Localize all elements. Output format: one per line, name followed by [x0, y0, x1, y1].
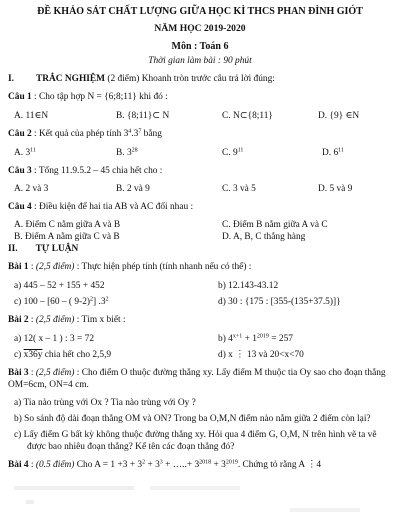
exam-title: ĐỀ KHẢO SÁT CHẤT LƯỢNG GIỮA HỌC KÌ THCS PHAN ĐÌNH GIÓT	[37, 6, 363, 17]
part1-heading: I. TRẮC NGHIỆM (2 điểm) Khoanh tròn trước câu trả lời đúng:	[8, 74, 275, 84]
q3-option-a: A. 2 và 3	[14, 184, 49, 194]
q2-option-b: B. $3^{28}$	[116, 147, 138, 158]
q3-option-b: B. 2 và 9	[116, 184, 150, 194]
bai1-part-a: a) 445 – 52 + 155 + 452	[14, 281, 105, 291]
bai2-part-c: c) x36y chia hết cho 2,5,9	[14, 350, 112, 360]
school-year: NĂM HỌC 2019-2020	[154, 23, 246, 34]
bai1-part-b: b) 12.143-43.12	[218, 281, 279, 291]
bai3-part-a: a) Tia nào trùng với Ox ? Tia nào trùng với Oy ?	[14, 398, 196, 408]
overlined-number: x36y	[23, 350, 43, 360]
bai1-part-d: d) 30 : {175 : [355-(135+37.5)]}	[218, 297, 341, 307]
bai3-part-b: b) So sánh độ dài đoạn thẳng OM và ON? Trong ba O,M,N điểm nào nằm giữa 2 điểm còn lại?	[14, 414, 371, 424]
q4-option-c: C. Điểm B nằm giữa A và C	[222, 220, 328, 230]
q3-option-d: D. 5 và 9	[318, 184, 353, 194]
question-2: Câu 2 : Kết quả của phép tính $3^4.3^7$ bằng	[8, 128, 162, 139]
bai1-part-c: c) 100 – [60 – ( 9-2)$^2$] $.3^2$	[14, 296, 109, 307]
q2-option-c: C. $9^{11}$	[222, 147, 244, 158]
question-4: Câu 4 : Điều kiện để hai tia AB và AC đối nhau :	[8, 202, 194, 212]
subject-line: Môn : Toán 6	[171, 41, 229, 52]
bai-4: Bài 4 : (0.5 điểm) Cho $A = 1 +3 + 3^2 + 3^3$ + …..+ $3^{2018} + 3^{2019}$. Chứng tỏ rằng A ⋮4	[8, 459, 322, 470]
q2-option-a: A. $3^{11}$	[14, 147, 36, 158]
bai3-part-c-line-2: được bao nhiêu đoạn thẳng? Kể tên các đoạn thẳng đó?	[27, 442, 235, 452]
bai2-part-a: a) 12( x – 1 ) : 3 = 72	[14, 334, 95, 344]
q1-option-a: A. 11∈N	[14, 111, 49, 121]
question-1: Câu 1 : Cho tập hợp N = {6;8;11} khi đó :	[8, 92, 168, 102]
q4-option-b: B. Điểm A nằm giữa C và B	[14, 232, 120, 242]
bai3-part-c: c) Lấy điểm G bất kỳ không thuộc đường thẳng xy. Hỏi qua 4 điểm G, O,M, N trên hình vẽ ta vẽ	[14, 430, 377, 440]
time-line: Thời gian làm bài : 90 phút	[148, 56, 252, 66]
bai-2: Bài 2 : (2,5 điểm) : Tìm x biết :	[8, 315, 126, 325]
part2-heading: II. TỰ LUẬN	[8, 244, 79, 254]
bai2-part-b: b) $4^{x+1} + 1^{2019} = 257$	[218, 333, 293, 344]
q4-option-a: A. Điểm C nằm giữa A và B	[14, 220, 121, 230]
bai-3: Bài 3 : (2,5 điểm) : Cho điểm O thuộc đường thẳng xy. Lấy điểm M thuộc tia Oy sao cho đoạn thẳng	[8, 368, 386, 378]
q4-option-d: D. A, B, C thẳng hàng	[222, 232, 306, 242]
q1-option-b: B. {8;11}⊂ N	[116, 111, 170, 121]
question-3: Câu 3 : Tổng 11.9.5.2 – 45 chia hết cho :	[8, 166, 163, 176]
bleed-through-decoration	[0, 478, 400, 526]
bai3-line-2: OM=6cm, ON=4 cm.	[8, 380, 89, 390]
bai2-part-d: d) x ⋮ 13 và 20<x<70	[218, 350, 304, 360]
q1-option-d: D. {9} ∈N	[318, 111, 360, 121]
q3-option-c: C. 3 và 5	[222, 184, 256, 194]
q1-option-c: C. N⊂{8;11}	[222, 111, 273, 121]
bai-1: Bài 1 : (2,5 điểm) : Thực hiện phép tính (tính nhanh nếu có thể) :	[8, 262, 252, 272]
q2-option-d: D. $6^{11}$	[322, 147, 344, 158]
